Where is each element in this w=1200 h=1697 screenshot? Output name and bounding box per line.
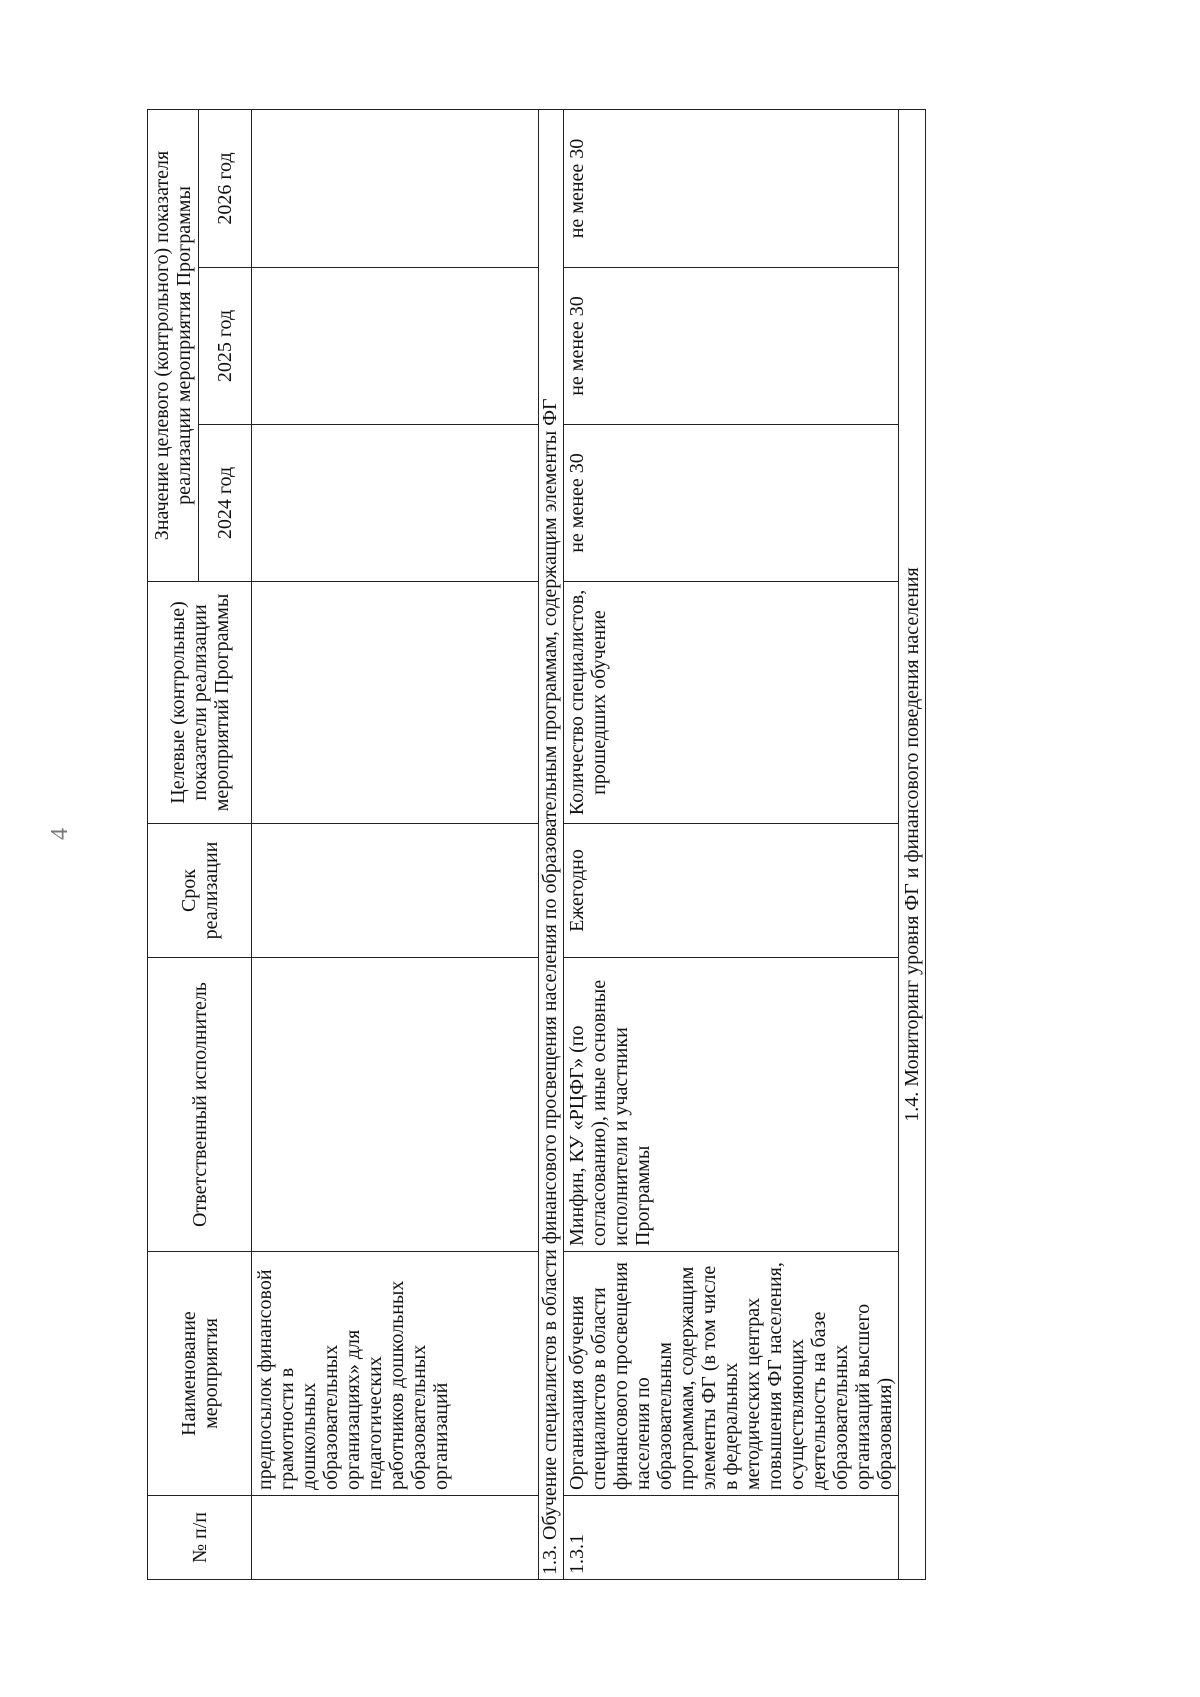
item-value-2026: не менее 30 bbox=[564, 109, 899, 267]
section-1-3-row bbox=[539, 109, 564, 1579]
header-period: Срок реализации bbox=[148, 824, 252, 958]
item-1-3-1-row bbox=[564, 109, 899, 1579]
program-activities-table bbox=[147, 109, 926, 1580]
item-num: 1.3.1 bbox=[564, 1496, 899, 1580]
header-year-2025: 2025 год bbox=[199, 268, 252, 425]
cont-2024-cell bbox=[252, 425, 539, 582]
item-indicator: Количество специалистов, прошедших обучение bbox=[564, 582, 899, 824]
header-num: № п/п bbox=[148, 1496, 252, 1580]
item-value-2025: не менее 30 bbox=[564, 268, 899, 425]
cont-executor-cell bbox=[252, 958, 539, 1252]
header-executor: Ответственный исполнитель bbox=[148, 958, 252, 1252]
rotated-page bbox=[147, 110, 1057, 1580]
header-row-1 bbox=[148, 109, 199, 1579]
header-year-2026: 2026 год bbox=[199, 109, 252, 267]
item-name: Организация обучения специалистов в области финансового просвещения населения по образовательным программам, содержащим элементы ФГ (в том числе в федеральных методических центрах повышения ФГ населения, осуществляющих деятельность на базе образовательных организаций высшего образования) bbox=[564, 1252, 899, 1496]
cont-2026-cell bbox=[252, 109, 539, 267]
header-indicators: Целевые (контрольные) показатели реализации мероприятий Программы bbox=[148, 582, 252, 824]
cont-indicator-cell bbox=[252, 582, 539, 824]
section-1-3-title: 1.3. Обучение специалистов в области финансового просвещения населения по образовательным программам, содержащим элементы ФГ bbox=[539, 109, 564, 1579]
continuation-row bbox=[252, 109, 539, 1579]
cont-name-cell: предпосылок финансовой грамотности в дошкольных образовательных организациях» для педагогических работников дошкольных образовательных организаций bbox=[252, 1252, 539, 1496]
cont-2025-cell bbox=[252, 268, 539, 425]
item-value-2024: не менее 30 bbox=[564, 425, 899, 582]
header-name: Наименование мероприятия bbox=[148, 1252, 252, 1496]
item-period: Ежегодно bbox=[564, 824, 899, 958]
section-1-4-row bbox=[899, 109, 926, 1579]
page-number: 4 bbox=[47, 828, 73, 840]
cont-period-cell bbox=[252, 824, 539, 958]
header-values-group: Значение целевого (контрольного) показателя реализации мероприятия Программы bbox=[148, 109, 199, 581]
cont-num-cell bbox=[252, 1496, 539, 1580]
section-1-4-title: 1.4. Мониторинг уровня ФГ и финансового поведения населения bbox=[899, 109, 926, 1579]
header-year-2024: 2024 год bbox=[199, 425, 252, 582]
item-executor: Минфин, КУ «РЦФГ» (по согласованию), иные основные исполнители и участники Программы bbox=[564, 958, 899, 1252]
